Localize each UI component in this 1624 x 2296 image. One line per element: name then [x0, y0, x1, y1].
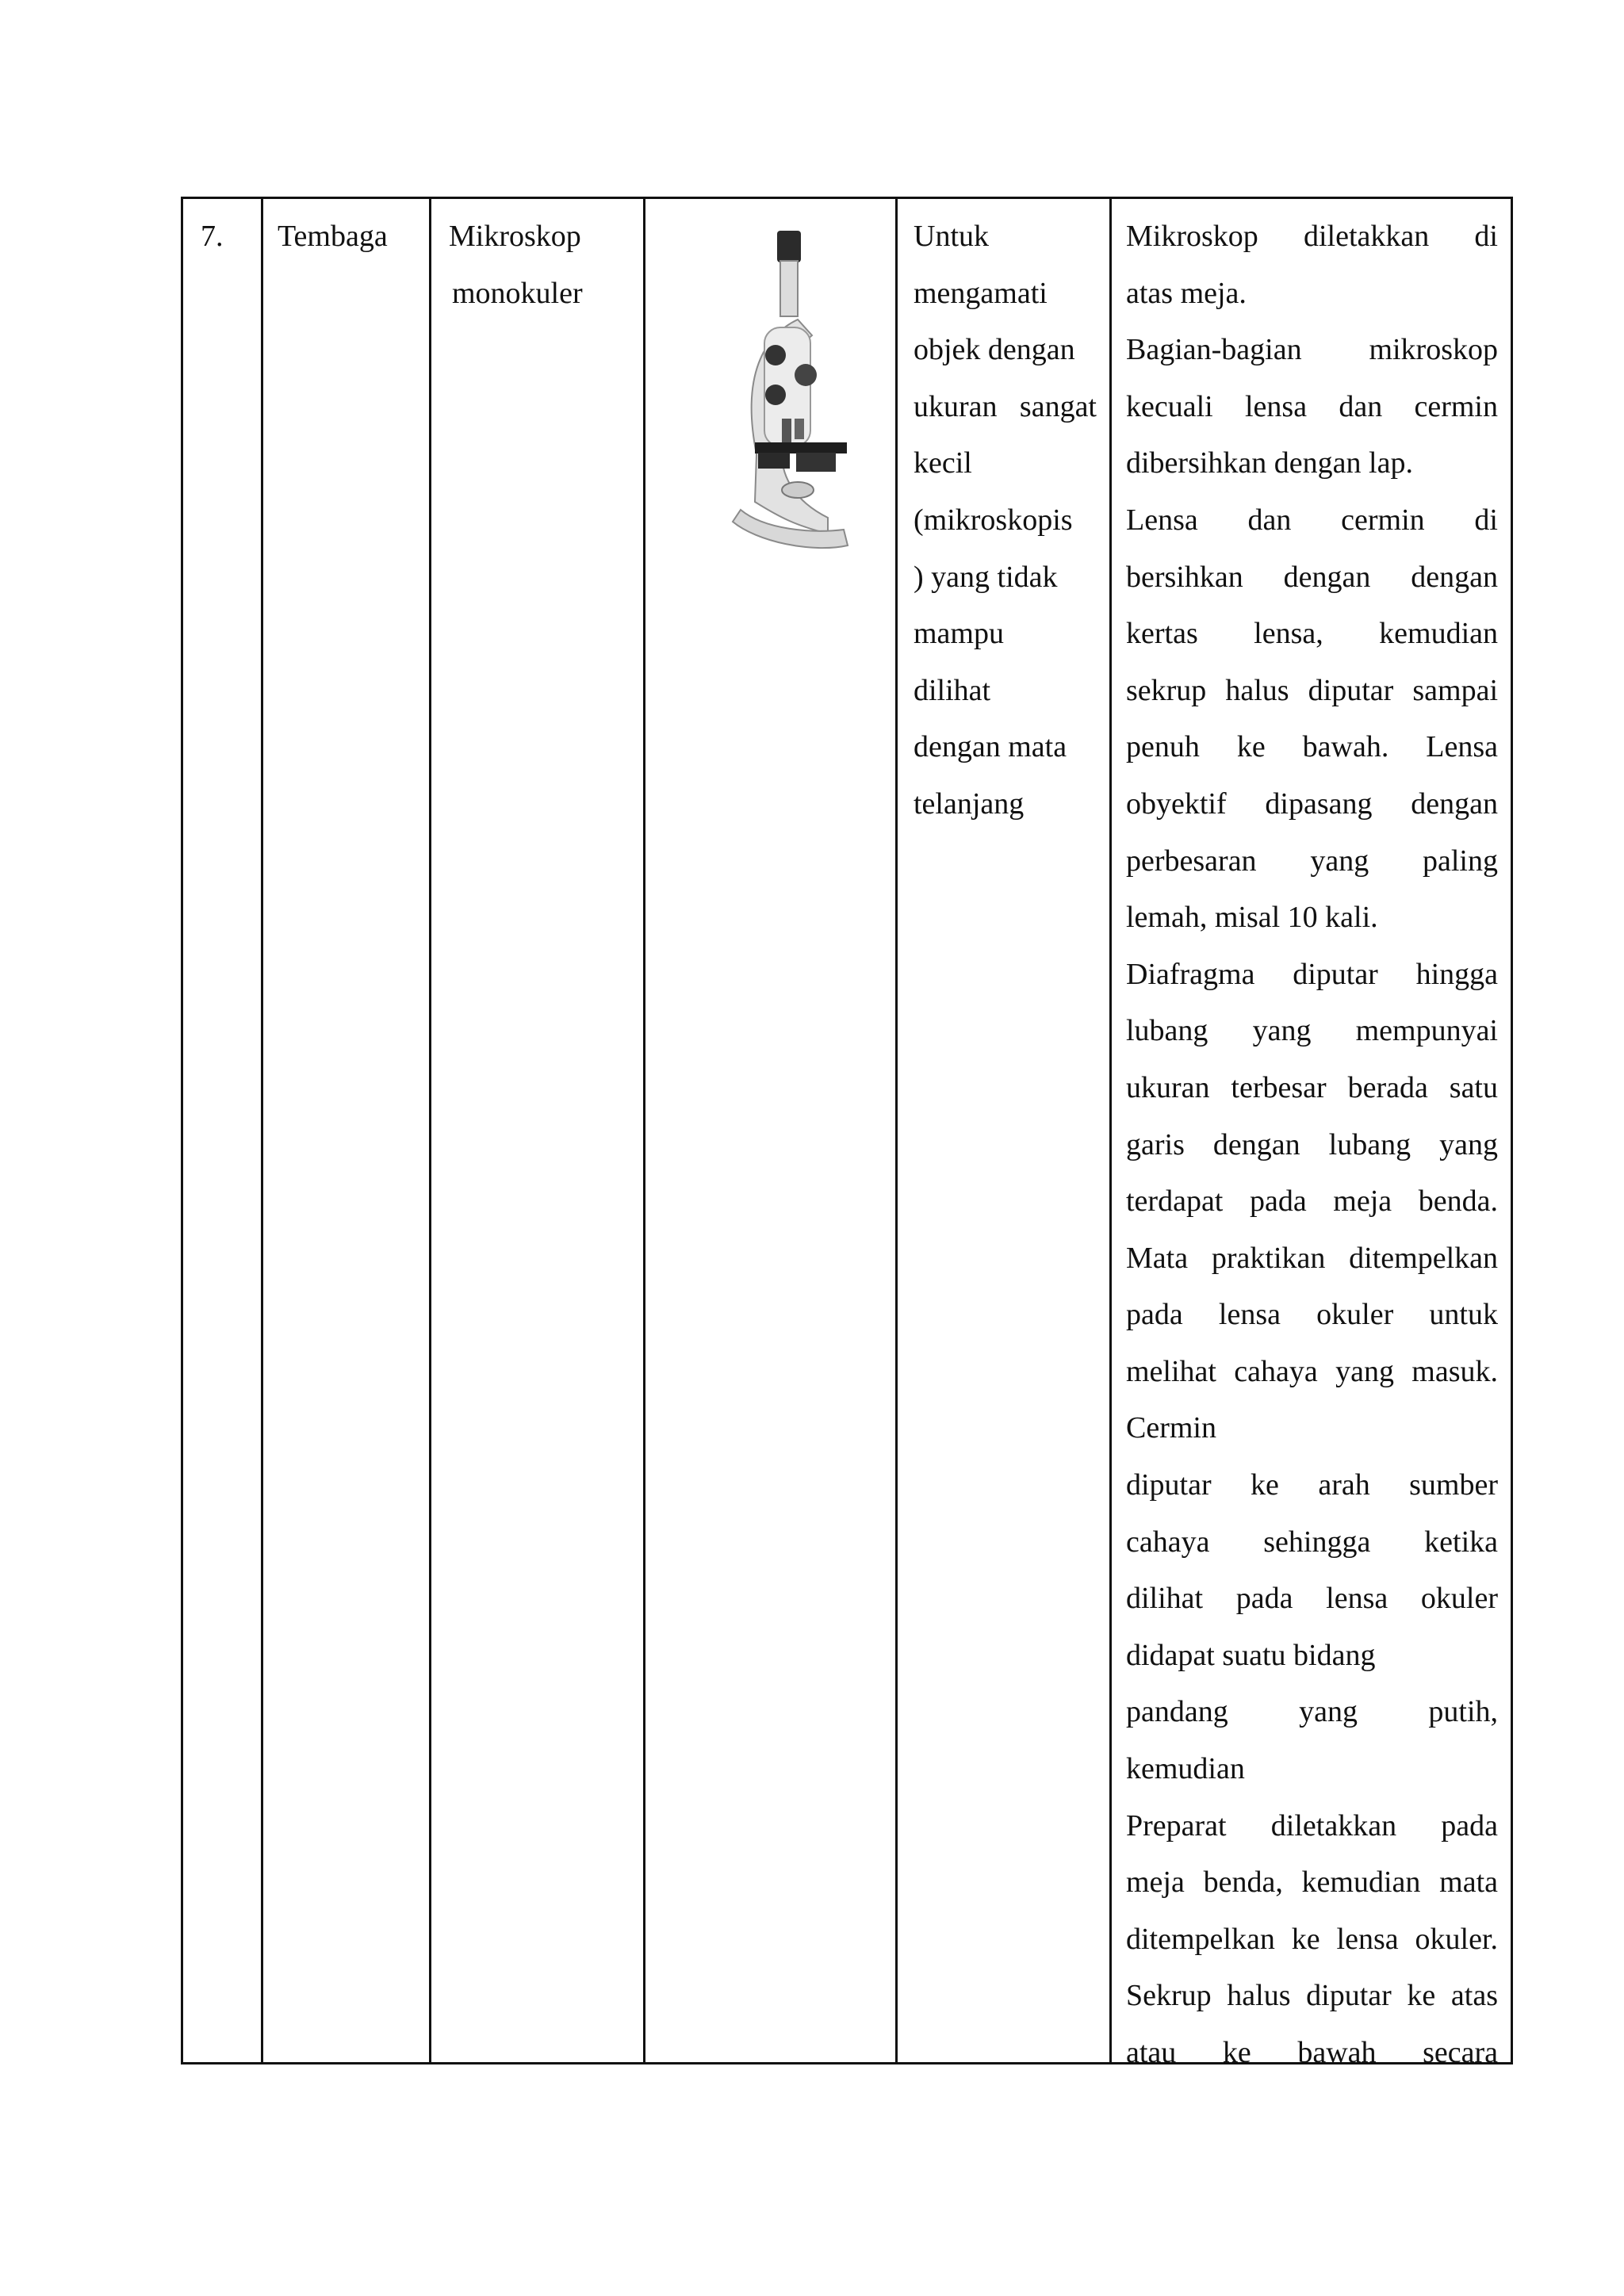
procedure-cell [1109, 199, 1511, 2069]
material-name: Tembaga [278, 220, 388, 253]
function-line: dengan mata [914, 730, 1067, 764]
procedure-line: Preparat diletakkan pada [1126, 1808, 1498, 1843]
procedure-line: atas meja. [1126, 276, 1247, 310]
tool-name [449, 209, 583, 322]
procedure-line: pada lensa okuler untuk [1126, 1298, 1498, 1332]
procedure-line: sekrup halus diputar sampai [1126, 673, 1498, 707]
function-line: ukuran sangat [914, 389, 1097, 423]
function-cell [895, 199, 1109, 2062]
function-line: objek dengan [914, 333, 1075, 367]
image-cell [643, 199, 895, 2062]
procedure-line: penuh ke bawah. Lensa [1126, 730, 1498, 764]
procedure-line: kertas lensa, kemudian [1126, 617, 1498, 651]
procedure-line: Lensa dan cermin di [1126, 503, 1498, 537]
procedure-line: garis dengan lubang yang [1126, 1127, 1498, 1161]
function-line: mengamati [914, 276, 1048, 310]
row-number: 7. [201, 220, 224, 253]
procedure-line: lubang yang mempunyai [1126, 1014, 1498, 1048]
procedure-line: perbesaran yang paling [1126, 844, 1498, 878]
function-line: dilihat [914, 673, 991, 707]
procedure-line: Mikroskop diletakkan di [1126, 220, 1498, 253]
procedure-line: kecuali lensa dan cermin [1126, 389, 1498, 423]
procedure-line: Mata praktikan ditempelkan [1126, 1241, 1498, 1275]
function-text [914, 209, 1097, 833]
tool-name-line: Mikroskop [449, 220, 581, 253]
procedure-line: melihat cahaya yang masuk. [1126, 1354, 1498, 1388]
number-cell [183, 199, 261, 2062]
procedure-line: Cermin [1126, 1411, 1216, 1445]
procedure-line: dilihat pada lensa okuler [1126, 1582, 1498, 1616]
function-line: (mikroskopis [914, 503, 1073, 537]
function-line: ) yang tidak [914, 560, 1058, 594]
procedure-text [1126, 209, 1498, 2082]
procedure-line: Diafragma diputar hingga [1126, 957, 1498, 991]
procedure-line: ditempelkan ke lensa okuler. [1126, 1922, 1498, 1956]
microscope-illustration-icon [709, 216, 860, 565]
procedure-line: Sekrup halus diputar ke atas [1126, 1979, 1498, 2013]
procedure-line: diputar ke arah sumber [1126, 1468, 1498, 1502]
procedure-line: atau ke bawah secara [1126, 2036, 1498, 2069]
function-line: telanjang [914, 786, 1025, 821]
procedure-line: pandang yang putih, [1126, 1695, 1498, 1729]
procedure-line: terdapat pada meja benda. [1126, 1184, 1498, 1219]
procedure-line: didapat suatu bidang [1126, 1638, 1376, 1672]
tool-name-line: monokuler [452, 276, 583, 310]
procedure-line: ukuran terbesar berada satu [1126, 1070, 1498, 1104]
function-line: mampu [914, 617, 1004, 651]
material-cell [261, 199, 429, 2062]
equipment-table [181, 197, 1513, 2069]
procedure-line: lemah, misal 10 kali. [1126, 901, 1378, 935]
procedure-line: bersihkan dengan dengan [1126, 560, 1498, 594]
procedure-line: obyektif dipasang dengan [1126, 786, 1498, 821]
procedure-line: dibersihkan dengan lap. [1126, 446, 1413, 480]
function-line: Untuk [914, 220, 989, 253]
tool-name-cell [429, 199, 643, 2062]
procedure-line: kemudian [1126, 1752, 1245, 1786]
procedure-line: Bagian-bagian mikroskop [1126, 333, 1498, 367]
function-line: kecil [914, 446, 972, 480]
procedure-line: cahaya sehingga ketika [1126, 1525, 1498, 1559]
procedure-line: meja benda, kemudian mata [1126, 1866, 1498, 1900]
